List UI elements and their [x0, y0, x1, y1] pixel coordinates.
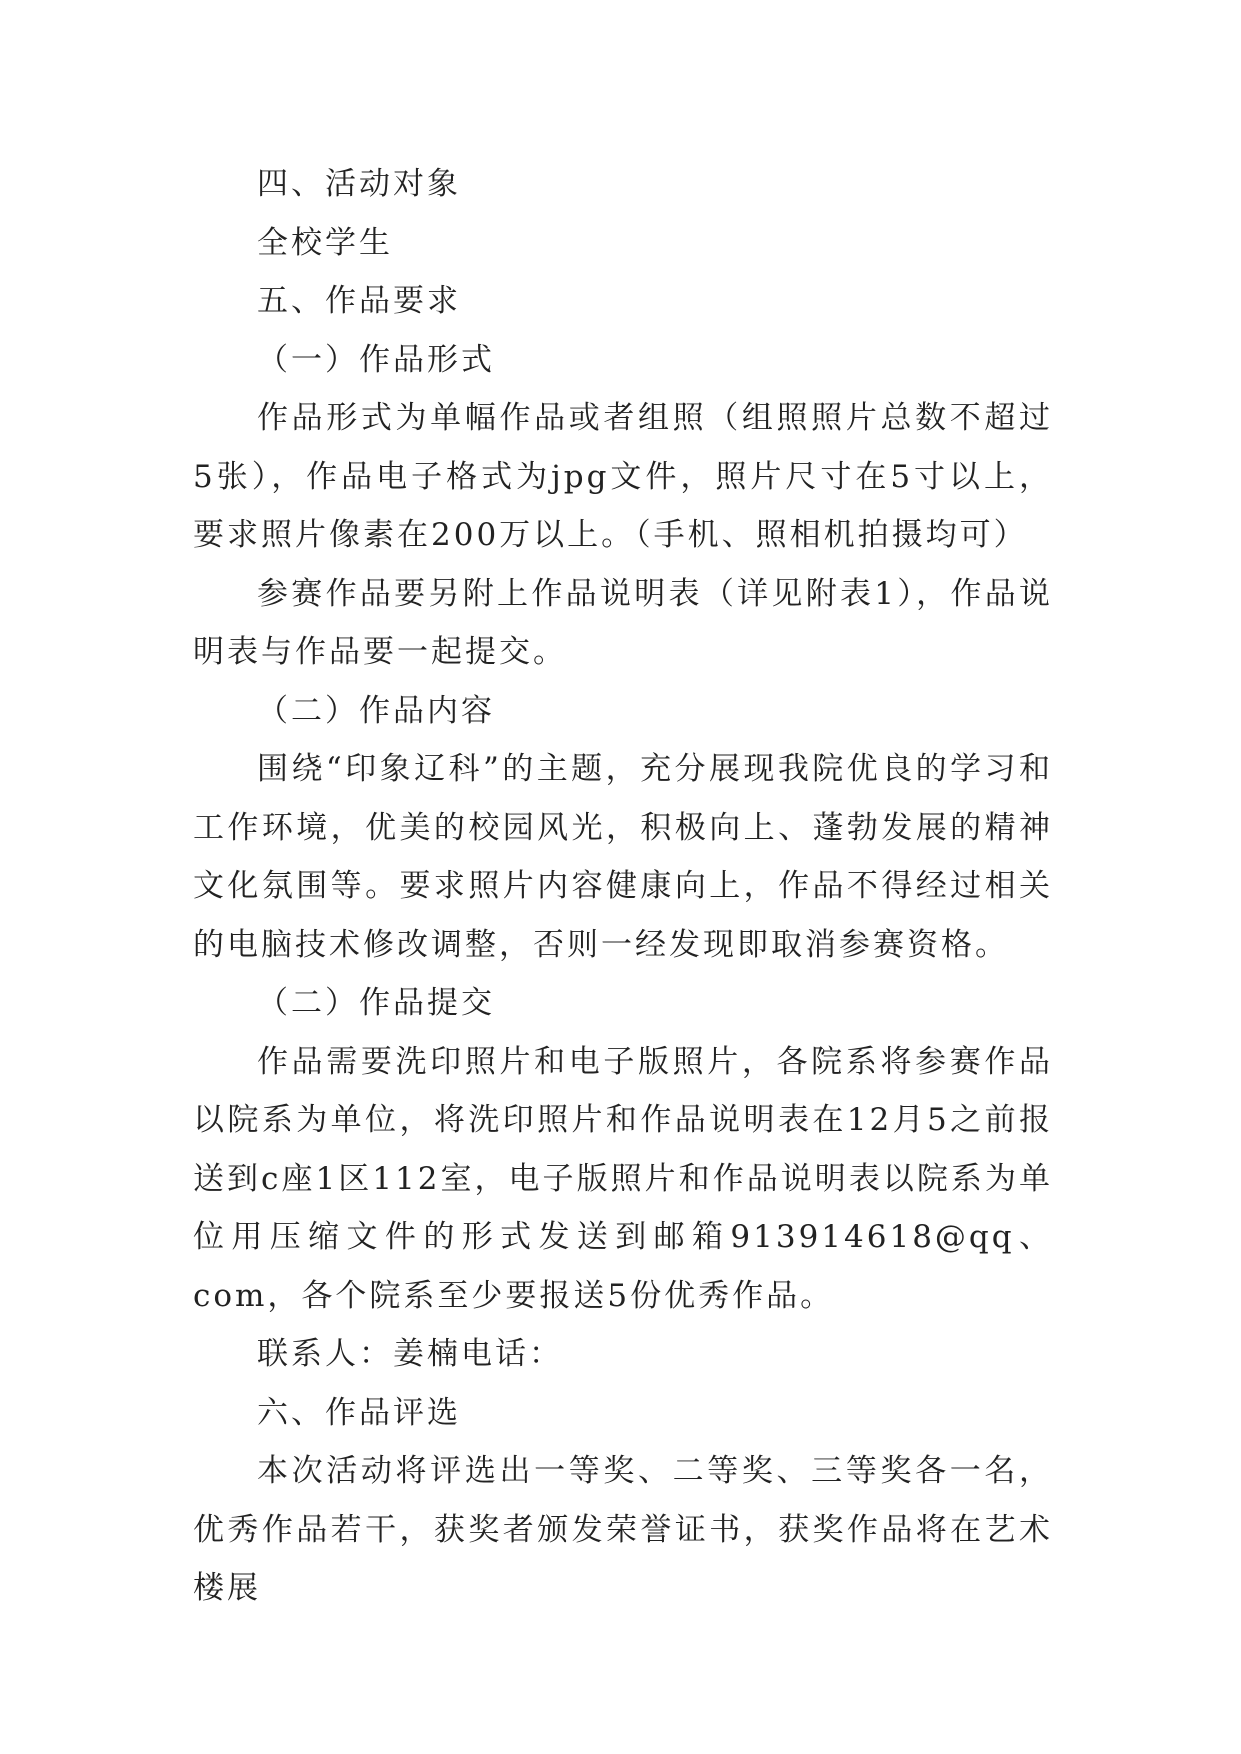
subsection-form-heading: （一）作品形式 [257, 341, 495, 378]
subsection-form-paragraph-1: 作品形式为单幅作品或者组照（组照照片总数不超过5张），作品电子格式为jpg文件，照片尺寸在5寸以上，要求照片像素在200万以上。（手机、照相机拍摄均可） [193, 400, 1053, 553]
subsection-submit-paragraph: 作品需要洗印照片和电子版照片，各院系将参赛作品以院系为单位，将洗印照片和作品说明表在12月5之前报送到c座1区112室，电子版照片和作品说明表以院系为单位用压缩文件的形式发送到邮箱913914618@qq、com，各个院系至少要报送5份优秀作品。 [193, 1043, 1053, 1314]
subsection-form-paragraph-2: 参赛作品要另附上作品说明表（详见附表1），作品说明表与作品要一起提交。 [193, 575, 1053, 670]
document-body [193, 155, 1053, 1618]
subsection-submit-heading: （二）作品提交 [257, 985, 495, 1021]
section-6-paragraph: 本次活动将评选出一等奖、二等奖、三等奖各一名，优秀作品若干，获奖者颁发荣誉证书，获奖作品将在艺术楼展 [193, 1453, 1053, 1606]
contact-line: 联系人：姜楠电话： [257, 1336, 563, 1372]
section-4-body: 全校学生 [257, 224, 393, 261]
section-4-heading: 四、活动对象 [257, 166, 461, 202]
section-6-heading: 六、作品评选 [257, 1394, 461, 1431]
section-5-heading: 五、作品要求 [257, 283, 461, 319]
subsection-content-heading: （二）作品内容 [257, 692, 495, 729]
subsection-content-paragraph: 围绕“印象辽科”的主题，充分展现我院优良的学习和工作环境，优美的校园风光，积极向上、蓬勃发展的精神文化氛围等。要求照片内容健康向上，作品不得经过相关的电脑技术修改调整，否则一经发现即取消参赛资格。 [193, 751, 1053, 963]
